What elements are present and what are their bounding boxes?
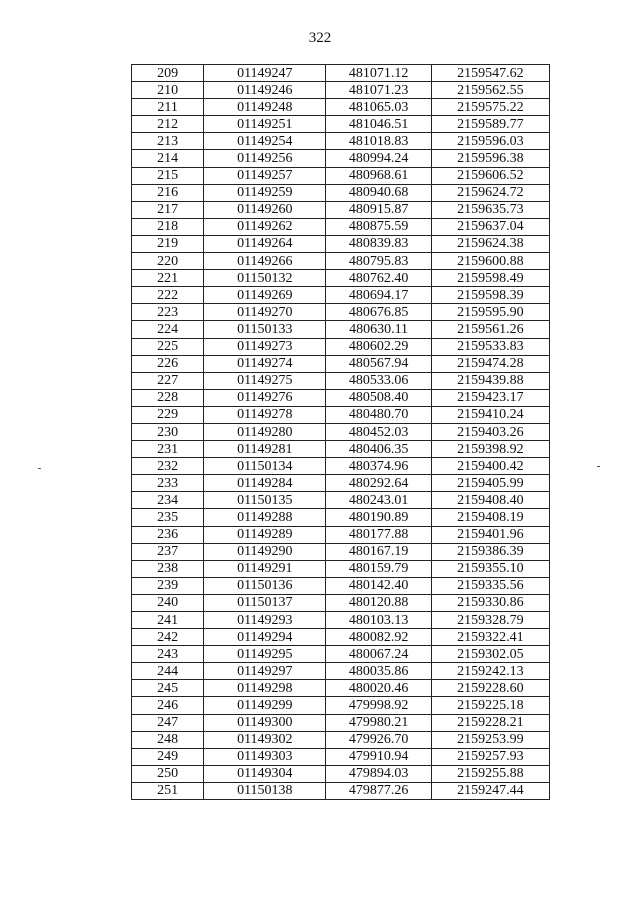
table-row: [132, 372, 550, 389]
point-id-cell: 01150135: [204, 492, 326, 509]
x-coordinate-cell: 480915.87: [326, 201, 431, 218]
x-coordinate-cell: 481071.23: [326, 82, 431, 99]
point-id-cell: 01150136: [204, 577, 326, 594]
table-row: [132, 646, 550, 663]
x-coordinate-cell: 480795.83: [326, 253, 431, 270]
point-number-cell: 227: [132, 372, 204, 389]
point-id-cell: 01149266: [204, 253, 326, 270]
y-coordinate-cell: 2159247.44: [431, 782, 549, 799]
point-number-cell: 214: [132, 150, 204, 167]
point-number-cell: 217: [132, 201, 204, 218]
point-id-cell: 01149291: [204, 560, 326, 577]
table-row: [132, 355, 550, 372]
point-id-cell: 01149270: [204, 304, 326, 321]
point-number-cell: 244: [132, 663, 204, 680]
point-number-cell: 245: [132, 680, 204, 697]
table-row: [132, 150, 550, 167]
y-coordinate-cell: 2159598.39: [431, 287, 549, 304]
point-id-cell: 01149303: [204, 748, 326, 765]
point-id-cell: 01149264: [204, 235, 326, 252]
y-coordinate-cell: 2159600.88: [431, 253, 549, 270]
point-id-cell: 01149289: [204, 526, 326, 543]
table-row: [132, 338, 550, 355]
table-row: [132, 167, 550, 184]
y-coordinate-cell: 2159410.24: [431, 406, 549, 423]
table-row: [132, 65, 550, 82]
x-coordinate-cell: 480839.83: [326, 235, 431, 252]
point-id-cell: 01149275: [204, 372, 326, 389]
y-coordinate-cell: 2159386.39: [431, 543, 549, 560]
point-id-cell: 01149276: [204, 389, 326, 406]
point-number-cell: 216: [132, 184, 204, 201]
table-row: [132, 201, 550, 218]
point-number-cell: 248: [132, 731, 204, 748]
x-coordinate-cell: 480508.40: [326, 389, 431, 406]
point-number-cell: 221: [132, 270, 204, 287]
point-id-cell: 01149299: [204, 697, 326, 714]
y-coordinate-cell: 2159322.41: [431, 629, 549, 646]
scan-speck-left: [38, 468, 41, 469]
y-coordinate-cell: 2159242.13: [431, 663, 549, 680]
point-id-cell: 01150134: [204, 458, 326, 475]
point-number-cell: 229: [132, 406, 204, 423]
point-id-cell: 01149284: [204, 475, 326, 492]
table-row: [132, 133, 550, 150]
page-number: 322: [308, 30, 332, 46]
point-id-cell: 01149254: [204, 133, 326, 150]
point-id-cell: 01149247: [204, 65, 326, 82]
y-coordinate-cell: 2159405.99: [431, 475, 549, 492]
y-coordinate-cell: 2159637.04: [431, 218, 549, 235]
point-id-cell: 01149248: [204, 99, 326, 116]
point-id-cell: 01149256: [204, 150, 326, 167]
table-row: [132, 235, 550, 252]
x-coordinate-cell: 480940.68: [326, 184, 431, 201]
point-id-cell: 01149295: [204, 646, 326, 663]
y-coordinate-cell: 2159408.19: [431, 509, 549, 526]
table-row: [132, 782, 550, 799]
table-row: [132, 184, 550, 201]
point-number-cell: 246: [132, 697, 204, 714]
x-coordinate-cell: 480167.19: [326, 543, 431, 560]
y-coordinate-cell: 2159302.05: [431, 646, 549, 663]
x-coordinate-cell: 480875.59: [326, 218, 431, 235]
coordinates-table-body: [132, 65, 550, 800]
point-id-cell: 01150138: [204, 782, 326, 799]
point-number-cell: 232: [132, 458, 204, 475]
point-number-cell: 228: [132, 389, 204, 406]
point-number-cell: 241: [132, 612, 204, 629]
table-row: [132, 304, 550, 321]
table-row: [132, 492, 550, 509]
x-coordinate-cell: 480292.64: [326, 475, 431, 492]
point-number-cell: 218: [132, 218, 204, 235]
x-coordinate-cell: 480567.94: [326, 355, 431, 372]
y-coordinate-cell: 2159330.86: [431, 594, 549, 611]
point-id-cell: 01149290: [204, 543, 326, 560]
x-coordinate-cell: 480374.96: [326, 458, 431, 475]
y-coordinate-cell: 2159596.03: [431, 133, 549, 150]
table-row: [132, 321, 550, 338]
y-coordinate-cell: 2159400.42: [431, 458, 549, 475]
point-id-cell: 01149302: [204, 731, 326, 748]
y-coordinate-cell: 2159474.28: [431, 355, 549, 372]
point-id-cell: 01149269: [204, 287, 326, 304]
point-number-cell: 237: [132, 543, 204, 560]
point-number-cell: 213: [132, 133, 204, 150]
point-number-cell: 220: [132, 253, 204, 270]
x-coordinate-cell: 480406.35: [326, 441, 431, 458]
point-id-cell: 01149260: [204, 201, 326, 218]
x-coordinate-cell: 479998.92: [326, 697, 431, 714]
x-coordinate-cell: 480020.46: [326, 680, 431, 697]
table-row: [132, 458, 550, 475]
y-coordinate-cell: 2159225.18: [431, 697, 549, 714]
x-coordinate-cell: 480694.17: [326, 287, 431, 304]
point-number-cell: 242: [132, 629, 204, 646]
point-number-cell: 236: [132, 526, 204, 543]
point-id-cell: 01149246: [204, 82, 326, 99]
x-coordinate-cell: 480120.88: [326, 594, 431, 611]
y-coordinate-cell: 2159533.83: [431, 338, 549, 355]
table-row: [132, 389, 550, 406]
table-row: [132, 218, 550, 235]
point-id-cell: 01149274: [204, 355, 326, 372]
y-coordinate-cell: 2159595.90: [431, 304, 549, 321]
point-id-cell: 01149293: [204, 612, 326, 629]
point-number-cell: 226: [132, 355, 204, 372]
table-row: [132, 748, 550, 765]
x-coordinate-cell: 479980.21: [326, 714, 431, 731]
y-coordinate-cell: 2159257.93: [431, 748, 549, 765]
table-row: [132, 765, 550, 782]
x-coordinate-cell: 480762.40: [326, 270, 431, 287]
point-number-cell: 238: [132, 560, 204, 577]
table-row: [132, 509, 550, 526]
point-id-cell: 01149278: [204, 406, 326, 423]
point-number-cell: 225: [132, 338, 204, 355]
point-number-cell: 243: [132, 646, 204, 663]
y-coordinate-cell: 2159423.17: [431, 389, 549, 406]
table-row: [132, 475, 550, 492]
point-id-cell: 01149304: [204, 765, 326, 782]
x-coordinate-cell: 480067.24: [326, 646, 431, 663]
point-number-cell: 251: [132, 782, 204, 799]
point-id-cell: 01149251: [204, 116, 326, 133]
table-row: [132, 680, 550, 697]
point-id-cell: 01149257: [204, 167, 326, 184]
y-coordinate-cell: 2159547.62: [431, 65, 549, 82]
x-coordinate-cell: 480159.79: [326, 560, 431, 577]
x-coordinate-cell: 480676.85: [326, 304, 431, 321]
x-coordinate-cell: 480452.03: [326, 423, 431, 440]
point-number-cell: 209: [132, 65, 204, 82]
point-number-cell: 249: [132, 748, 204, 765]
point-number-cell: 240: [132, 594, 204, 611]
table-row: [132, 99, 550, 116]
y-coordinate-cell: 2159255.88: [431, 765, 549, 782]
point-id-cell: 01149288: [204, 509, 326, 526]
table-row: [132, 714, 550, 731]
y-coordinate-cell: 2159575.22: [431, 99, 549, 116]
point-id-cell: 01149280: [204, 423, 326, 440]
table-row: [132, 406, 550, 423]
table-row: [132, 526, 550, 543]
table-row: [132, 423, 550, 440]
point-id-cell: 01150133: [204, 321, 326, 338]
point-id-cell: 01149273: [204, 338, 326, 355]
point-id-cell: 01149262: [204, 218, 326, 235]
table-row: [132, 629, 550, 646]
y-coordinate-cell: 2159561.26: [431, 321, 549, 338]
y-coordinate-cell: 2159596.38: [431, 150, 549, 167]
point-number-cell: 233: [132, 475, 204, 492]
point-number-cell: 230: [132, 423, 204, 440]
x-coordinate-cell: 480480.70: [326, 406, 431, 423]
y-coordinate-cell: 2159228.21: [431, 714, 549, 731]
point-id-cell: 01150132: [204, 270, 326, 287]
point-id-cell: 01149259: [204, 184, 326, 201]
point-number-cell: 224: [132, 321, 204, 338]
y-coordinate-cell: 2159624.72: [431, 184, 549, 201]
table-row: [132, 270, 550, 287]
y-coordinate-cell: 2159355.10: [431, 560, 549, 577]
point-id-cell: 01149298: [204, 680, 326, 697]
table-row: [132, 612, 550, 629]
y-coordinate-cell: 2159328.79: [431, 612, 549, 629]
y-coordinate-cell: 2159253.99: [431, 731, 549, 748]
point-number-cell: 211: [132, 99, 204, 116]
x-coordinate-cell: 480190.89: [326, 509, 431, 526]
table-row: [132, 731, 550, 748]
point-id-cell: 01149281: [204, 441, 326, 458]
table-row: [132, 697, 550, 714]
point-id-cell: 01150137: [204, 594, 326, 611]
scan-speck-right: [597, 466, 600, 467]
point-number-cell: 239: [132, 577, 204, 594]
table-row: [132, 253, 550, 270]
table-row: [132, 116, 550, 133]
x-coordinate-cell: 480142.40: [326, 577, 431, 594]
table-row: [132, 543, 550, 560]
point-id-cell: 01149294: [204, 629, 326, 646]
y-coordinate-cell: 2159606.52: [431, 167, 549, 184]
x-coordinate-cell: 480082.92: [326, 629, 431, 646]
table-row: [132, 441, 550, 458]
table-row: [132, 560, 550, 577]
point-number-cell: 212: [132, 116, 204, 133]
x-coordinate-cell: 479910.94: [326, 748, 431, 765]
point-number-cell: 235: [132, 509, 204, 526]
y-coordinate-cell: 2159335.56: [431, 577, 549, 594]
x-coordinate-cell: 479894.03: [326, 765, 431, 782]
point-number-cell: 222: [132, 287, 204, 304]
x-coordinate-cell: 480602.29: [326, 338, 431, 355]
point-number-cell: 247: [132, 714, 204, 731]
y-coordinate-cell: 2159408.40: [431, 492, 549, 509]
x-coordinate-cell: 480630.11: [326, 321, 431, 338]
coordinates-table: [131, 64, 550, 800]
point-id-cell: 01149297: [204, 663, 326, 680]
x-coordinate-cell: 480035.86: [326, 663, 431, 680]
x-coordinate-cell: 480994.24: [326, 150, 431, 167]
y-coordinate-cell: 2159398.92: [431, 441, 549, 458]
y-coordinate-cell: 2159562.55: [431, 82, 549, 99]
point-number-cell: 231: [132, 441, 204, 458]
point-number-cell: 210: [132, 82, 204, 99]
point-number-cell: 250: [132, 765, 204, 782]
x-coordinate-cell: 480968.61: [326, 167, 431, 184]
x-coordinate-cell: 479926.70: [326, 731, 431, 748]
table-row: [132, 594, 550, 611]
point-number-cell: 223: [132, 304, 204, 321]
y-coordinate-cell: 2159439.88: [431, 372, 549, 389]
x-coordinate-cell: 480533.06: [326, 372, 431, 389]
y-coordinate-cell: 2159624.38: [431, 235, 549, 252]
x-coordinate-cell: 480177.88: [326, 526, 431, 543]
x-coordinate-cell: 479877.26: [326, 782, 431, 799]
y-coordinate-cell: 2159228.60: [431, 680, 549, 697]
x-coordinate-cell: 480243.01: [326, 492, 431, 509]
table-row: [132, 287, 550, 304]
point-id-cell: 01149300: [204, 714, 326, 731]
y-coordinate-cell: 2159401.96: [431, 526, 549, 543]
table-row: [132, 577, 550, 594]
y-coordinate-cell: 2159598.49: [431, 270, 549, 287]
x-coordinate-cell: 481065.03: [326, 99, 431, 116]
table-row: [132, 663, 550, 680]
point-number-cell: 219: [132, 235, 204, 252]
y-coordinate-cell: 2159403.26: [431, 423, 549, 440]
point-number-cell: 234: [132, 492, 204, 509]
y-coordinate-cell: 2159589.77: [431, 116, 549, 133]
table-row: [132, 82, 550, 99]
y-coordinate-cell: 2159635.73: [431, 201, 549, 218]
x-coordinate-cell: 480103.13: [326, 612, 431, 629]
x-coordinate-cell: 481046.51: [326, 116, 431, 133]
x-coordinate-cell: 481071.12: [326, 65, 431, 82]
x-coordinate-cell: 481018.83: [326, 133, 431, 150]
point-number-cell: 215: [132, 167, 204, 184]
